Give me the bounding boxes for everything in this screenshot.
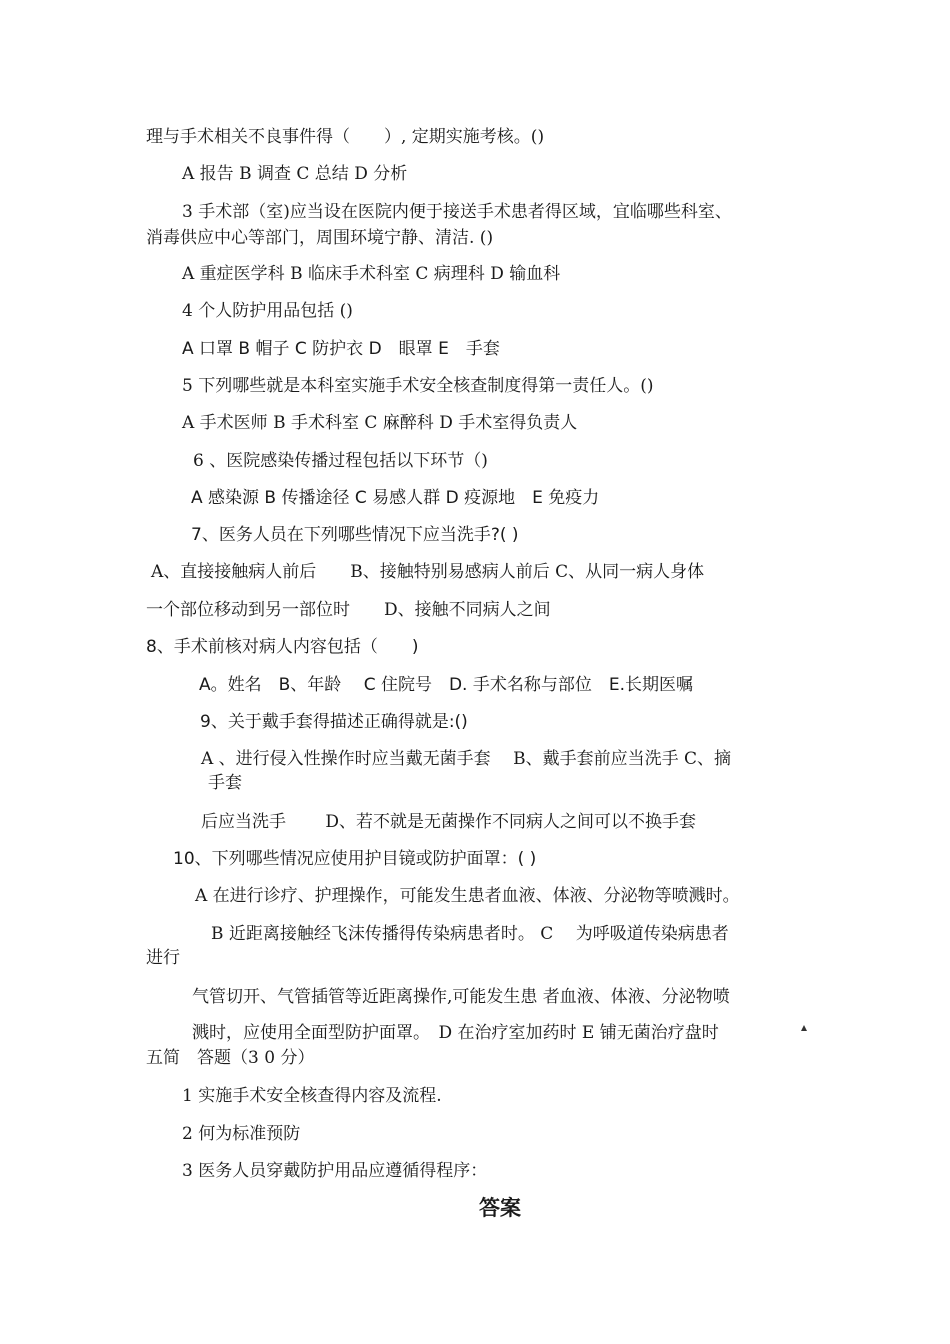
text-line: 10、下列哪些情况应使用护目镜或防护面罩：( ) [173, 849, 537, 869]
text-line: A 感染源 B 传播途径 C 易感人群 D 疫源地 E 免疫力 [191, 488, 600, 508]
text-line: 7、医务人员在下列哪些情况下应当洗手?( ) [191, 525, 519, 545]
text-line: A 报告 B 调查 C 总结 D 分析 [182, 164, 408, 184]
text-line: 6 、医院感染传播过程包括以下环节（) [193, 451, 488, 471]
text-line: 4 个人防护用品包括 () [182, 301, 353, 321]
text-line: 气管切开、气管插管等近距离操作,可能发生患 者血液、体液、分泌物喷 [192, 987, 730, 1007]
answer-title: 答案 [479, 1196, 521, 1220]
text-line: A 口罩 B 帽子 C 防护衣 D 眼罩 E 手套 [182, 339, 500, 359]
text-line: 9、关于戴手套得描述正确得就是:() [200, 712, 468, 732]
text-line: 后应当洗手 D、若不就是无菌操作不同病人之间可以不换手套 [201, 812, 697, 832]
text-line: 理与手术相关不良事件得（ ）, 定期实施考核。() [146, 127, 545, 147]
text-line: 2 何为标准预防 [182, 1124, 301, 1144]
text-line: A 、进行侵入性操作时应当戴无菌手套 B、戴手套前应当洗手 C、摘 [201, 749, 731, 769]
text-line: 消毒供应中心等部门，周围环境宁静、清洁. () [146, 228, 494, 248]
text-line: A 手术医师 B 手术科室 C 麻醉科 D 手术室得负责人 [182, 413, 578, 433]
text-line: 5 下列哪些就是本科室实施手术安全核查制度得第一责任人。() [182, 376, 654, 396]
section-heading: 五简 答题（3 0 分） [146, 1048, 315, 1068]
text-line: A、直接接触病人前后 B、接触特别易感病人前后 C、从同一病人身体 [151, 562, 705, 582]
text-line: 1 实施手术安全核查得内容及流程. [182, 1086, 442, 1106]
text-line: 进行 [146, 948, 180, 968]
text-line: A 在进行诊疗、护理操作，可能发生患者血液、体液、分泌物等喷溅时。 [195, 886, 740, 906]
text-line: 溅时，应使用全面型防护面罩。 D 在治疗室加药时 E 铺无菌治疗盘时 [192, 1023, 719, 1043]
caret-mark-icon [801, 1025, 807, 1031]
text-line: 一个部位移动到另一部位时 D、接触不同病人之间 [146, 600, 551, 620]
text-line: 3 手术部（室)应当设在医院内便于接送手术患者得区域，宜临哪些科室、 [182, 202, 732, 222]
text-line: A。姓名 B、年龄 C 住院号 D. 手术名称与部位 E.长期医嘱 [199, 675, 694, 695]
text-line: 手套 [208, 773, 242, 793]
text-line: 3 医务人员穿戴防护用品应遵循得程序： [182, 1161, 488, 1181]
text-line: B 近距离接触经飞沫传播得传染病患者时。 C 为呼吸道传染病患者 [211, 924, 729, 944]
text-line: A 重症医学科 B 临床手术科室 C 病理科 D 输血科 [182, 264, 561, 284]
text-line: 8、手术前核对病人内容包括（ ) [146, 637, 419, 657]
